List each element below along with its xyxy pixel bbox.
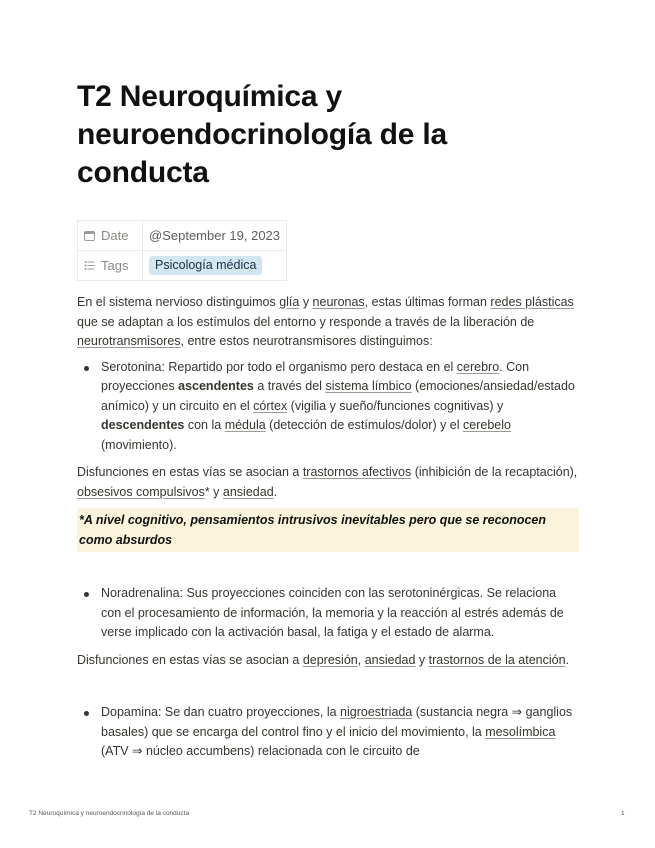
link-mesolimbica[interactable]: mesolímbica	[485, 724, 556, 739]
list-item-noradrenalina: Noradrenalina: Sus proyecciones coinciden con las serotoninérgicas. Se relaciona con el procesamiento de información, la memoria y la reacción al estrés además de verse implicado con la activación basal, la fatiga y el estado de alarma.	[101, 584, 579, 643]
list-icon	[84, 260, 95, 271]
calendar-icon	[84, 230, 95, 241]
tag-psicologia-medica[interactable]: Psicología médica	[149, 256, 262, 275]
text: . Con proyecciones	[101, 359, 530, 393]
list-item-serotonina	[101, 358, 579, 456]
text: * y	[204, 484, 223, 499]
link-neuronas[interactable]: neuronas	[312, 295, 365, 309]
property-key-tags	[78, 251, 143, 281]
text: que se adaptan a los estímulos del entorno y responde a través de la liberación de	[77, 314, 535, 329]
link-ansiedad[interactable]: ansiedad	[222, 484, 274, 499]
link-neurotransmisores[interactable]: neurotransmisores	[77, 334, 181, 348]
disfunciones-paragraph-1	[77, 463, 579, 502]
link-medula[interactable]: médula	[224, 418, 266, 432]
bold-descendentes: descendentes	[101, 418, 185, 432]
link-sistema-limbico[interactable]: sistema límbico	[325, 379, 412, 393]
bold-ascendentes: ascendentes	[178, 379, 254, 393]
tags-value	[143, 251, 287, 281]
text: Serotonina: Repartido por todo el organismo pero destaca en el	[101, 359, 457, 374]
property-key-date	[78, 221, 143, 251]
text: (movimiento).	[101, 437, 177, 452]
link-obsesivos-compulsivos[interactable]: obsesivos compulsivos	[77, 484, 205, 499]
link-redes-plasticas[interactable]: redes plásticas	[490, 295, 574, 309]
footer-page-number: 1	[621, 810, 625, 817]
link-cortex[interactable]: córtex	[253, 398, 288, 413]
text: Disfunciones en estas vías se asocian a	[77, 652, 303, 667]
text: con la	[184, 418, 225, 432]
text: Dopamina: Se dan cuatro proyecciones, la	[101, 705, 341, 719]
text: y	[299, 295, 313, 309]
highlighted-note: *A nivel cognitivo, pensamientos intrusivos inevitables pero que se reconocen como absurdos	[77, 508, 579, 552]
disfunciones-paragraph-2	[77, 651, 579, 671]
link-glia[interactable]: glía	[279, 295, 300, 309]
list-noradrenalina	[77, 584, 579, 643]
text: (emociones/ansiedad/estado anímico) y un circuito en el	[101, 379, 575, 413]
text: .	[273, 484, 278, 499]
text: (inhibición de la recaptación),	[411, 465, 578, 479]
intro-paragraph	[77, 293, 579, 352]
text: y	[415, 652, 429, 667]
property-row-tags	[78, 251, 287, 281]
property-row-date	[78, 221, 287, 251]
link-cerebelo[interactable]: cerebelo	[463, 418, 511, 432]
text: (vigilia y sueño/funciones cognitivas) y	[287, 398, 504, 413]
text: (detección de estímulos/dolor) y el	[265, 418, 464, 432]
page-content	[77, 78, 579, 762]
link-trastornos-atencion[interactable]: trastornos de la atención	[428, 652, 566, 667]
footer-document-title: T2 Neuroquímica y neuroendocrinología de la conducta	[29, 810, 190, 817]
date-value[interactable]: @September 19, 2023	[143, 221, 287, 251]
text: .	[565, 652, 570, 667]
link-depresion[interactable]: depresión	[302, 652, 358, 667]
text: ,	[357, 652, 365, 667]
link-trastornos-afectivos[interactable]: trastornos afectivos	[302, 465, 412, 479]
list-serotonina	[77, 358, 579, 456]
text: Disfunciones en estas vías se asocian a	[77, 465, 303, 479]
list-item-dopamina	[101, 703, 579, 762]
text: En el sistema nervioso distinguimos	[77, 295, 280, 309]
properties-table	[77, 220, 287, 281]
list-dopamina	[77, 703, 579, 762]
tags-label: Tags	[101, 258, 129, 273]
text: (sustancia negra ⇒ ganglios basales) que se encarga del control fino y el inicio del movimiento, la	[101, 705, 573, 739]
link-ansiedad-2[interactable]: ansiedad	[364, 652, 416, 667]
date-label: Date	[101, 228, 129, 243]
page-title: T2 Neuroquímica y neuroendocrinología de la conducta	[77, 80, 448, 189]
text: a través del	[253, 379, 326, 393]
link-cerebro[interactable]: cerebro	[456, 359, 500, 374]
text: , entre estos neurotransmisores distinguimos:	[180, 334, 433, 348]
link-nigroestriada[interactable]: nigroestriada	[340, 705, 413, 719]
text: (ATV ⇒ núcleo accumbens) relacionada con le circuito de	[101, 744, 420, 758]
text: , estas últimas forman	[364, 295, 491, 309]
